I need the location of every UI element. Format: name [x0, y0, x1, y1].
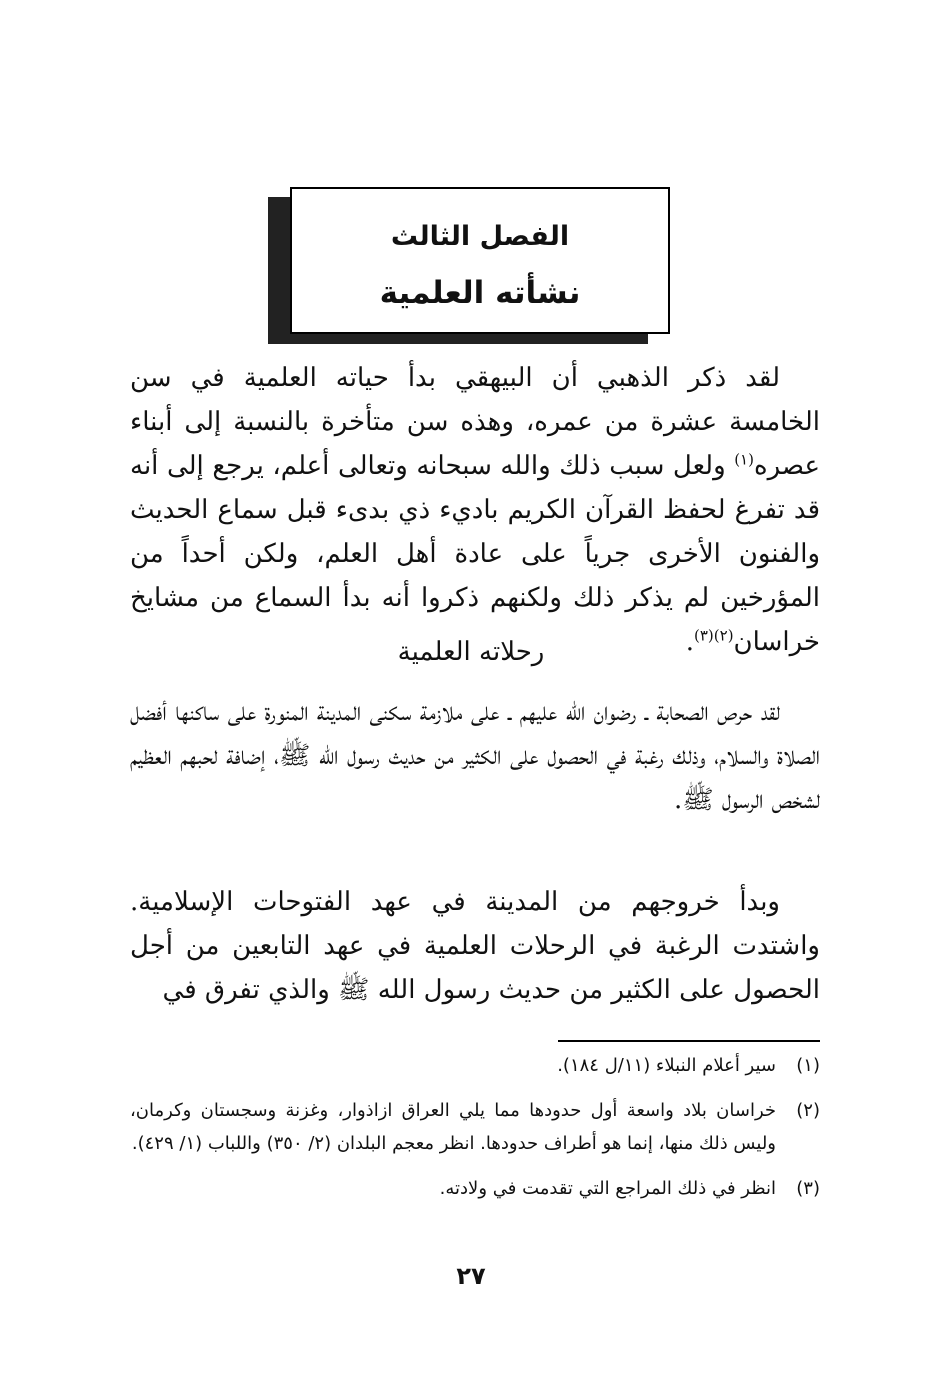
- footnote-item: [130, 1172, 820, 1205]
- paragraph-1: [130, 356, 820, 664]
- chapter-title: نشأته العلمية: [379, 275, 581, 311]
- page-number: ٢٧: [456, 1262, 486, 1290]
- footnote-item: [130, 1094, 820, 1160]
- chapter-title-box: [290, 187, 670, 334]
- footnote-item: [130, 1049, 820, 1082]
- paragraph-2-text: لقد حرص الصحابة ـ رضوان الله عليهم ـ على ملازمة سكنى المدينة المنورة على ساكنها أفضل الصلاة والسلام، وذلك رغبة في الحصول على الكثير من حديث رسول الله ﷺ، إضافة لحبهم العظيم لشخص الرسول ﷺ.: [130, 697, 820, 815]
- paragraph-3: [130, 880, 820, 1012]
- footnote-ref-2-3: (٢)(٣): [693, 626, 734, 645]
- footnote-number: (٢): [796, 1100, 820, 1121]
- footnote-text: انظر في ذلك المراجع التي تقدمت في ولادته.: [439, 1178, 776, 1199]
- section-heading: رحلاته العلمية: [397, 637, 545, 667]
- footnote-number: (١): [796, 1055, 820, 1076]
- paragraph-3-text: وبدأ خروجهم من المدينة في عهد الفتوحات الإسلامية. واشتدت الرغبة في الرحلات العلمية في عهد التابعين من أجل الحصول على الكثير من حديث رسول الله ﷺ والذي تفرق في: [130, 887, 820, 1005]
- paragraph-2: [130, 690, 820, 822]
- paragraph-1-continued: ولعل سبب ذلك والله سبحانه وتعالى أعلم، يرجع إلى أنه قد تفرغ لحفظ القرآن الكريم باديء ذي بدىء قبل سماع الحديث والفنون الأخرى جرياً على عادة أهل العلم، ولكن أحداً من المؤرخين لم يذكر ذلك ولكنهم ذكروا أنه بدأ السماع من مشايخ خراسان: [130, 451, 820, 657]
- chapter-label: الفصل الثالث: [390, 221, 570, 252]
- footnotes: [130, 1049, 820, 1217]
- footnote-text: خراسان بلاد واسعة أول حدودها مما يلي العراق ازاذوار، وغزنة وسجستان وكرمان، وليس ذلك منها، إنما هو أطراف حدودها. انظر معجم البلدان (٢/ ٣٥٠) واللباب (١/ ٤٢٩).: [130, 1100, 776, 1154]
- paragraph-1-end: .: [685, 627, 694, 657]
- paragraph-1-text: لقد ذكر الذهبي أن البيهقي بدأ حياته العلمية في سن الخامسة عشرة من عمره، وهذه سن متأخرة بالنسبة إلى أبناء عصره: [130, 363, 820, 481]
- footnote-divider: [558, 1040, 820, 1042]
- footnote-number: (٣): [796, 1178, 820, 1199]
- footnote-ref-1: (١): [734, 450, 754, 469]
- footnote-text: سير أعلام النبلاء (١١/ل ١٨٤).: [557, 1055, 776, 1076]
